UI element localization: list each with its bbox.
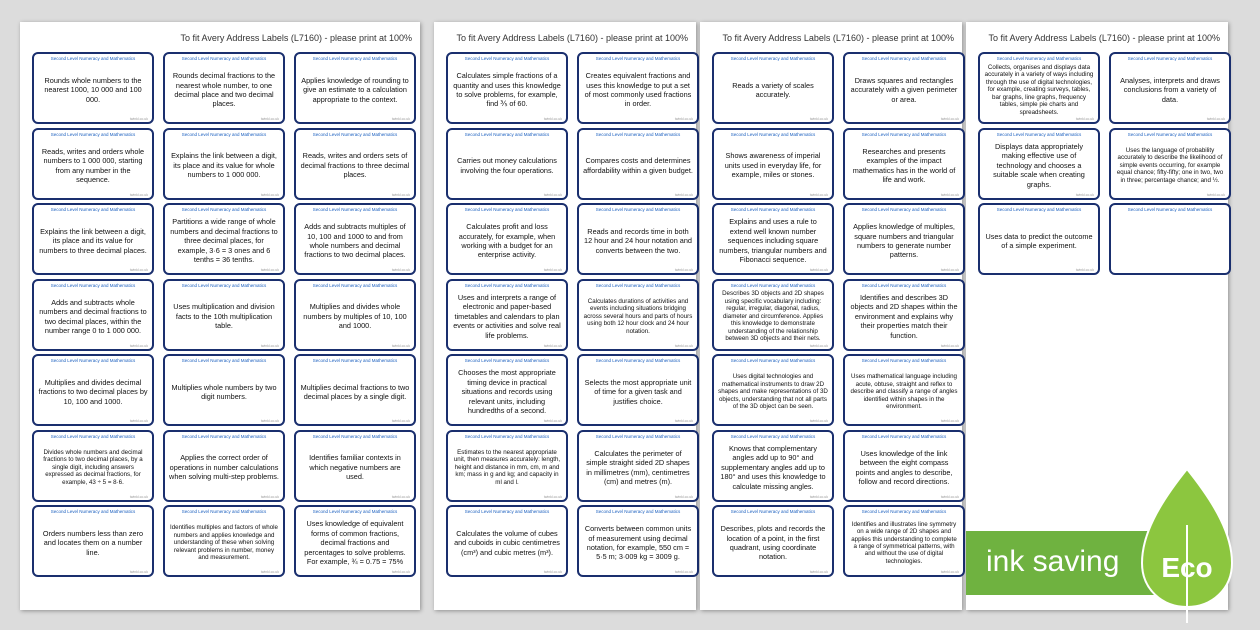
card-footer: twinkl.co.uk [543, 419, 562, 423]
card-curriculum-tag: Second Level Numeracy and Mathematics [50, 509, 136, 514]
label-card [446, 279, 568, 351]
page-header: To fit Avery Address Labels (L7160) - please print at 100% [988, 33, 1220, 43]
card-statement: Shows awareness of imperial units used in everyday life, for example, miles or stones. [724, 151, 822, 180]
label-card [712, 128, 834, 200]
label-card [32, 279, 154, 351]
label-card [712, 505, 834, 577]
card-statement: Identifies multiples and factors of whole numbers and applies knowledge and understanding of these when solving relevant problems in number, money and measurement. [170, 524, 278, 562]
card-statement: Adds and subtracts whole numbers and decimal fractions to two decimal places, within the number range 0 to 1 000 000. [39, 297, 147, 335]
card-statement: Applies knowledge of rounding to give an estimate to a calculation appropriate to the context. [301, 75, 409, 104]
card-footer: twinkl.co.uk [391, 192, 410, 197]
card-curriculum-tag: Second Level Numeracy and Mathematics [464, 509, 550, 514]
label-card [446, 430, 568, 502]
card-curriculum-tag: Second Level Numeracy and Mathematics [595, 433, 681, 439]
card-footer: twinkl.co.uk [543, 268, 562, 272]
label-card [577, 279, 699, 351]
card-footer: twinkl.co.uk [674, 494, 693, 499]
label-card [712, 203, 834, 275]
card-statement: Analyses, interprets and draws conclusions from a variety of data. [1120, 75, 1220, 104]
card-statement: Uses the language of probability accurately to describe the likelihood of simple events occurring, for example equal chance; fifty-fifty; one in two, two in three; percentage chance; and ½. [1116, 146, 1224, 184]
card-footer: twinkl.co.uk [1206, 192, 1225, 197]
card-curriculum-tag: Second Level Numeracy and Mathematics [50, 207, 136, 212]
card-statement: Explains and uses a rule to extend well known number sequences including square numbers, triangular numbers and Fibonacci sequence. [719, 217, 827, 265]
label-card [163, 430, 285, 502]
label-card [843, 203, 965, 275]
card-footer: twinkl.co.uk [260, 117, 279, 121]
label-card [978, 128, 1100, 200]
eco-leaf-icon [1138, 465, 1236, 625]
card-footer: twinkl.co.uk [391, 343, 410, 348]
label-card [294, 203, 416, 275]
card-curriculum-tag: Second Level Numeracy and Mathematics [861, 282, 947, 288]
ink-saving-label: ink saving [986, 545, 1120, 578]
card-curriculum-tag: Second Level Numeracy and Mathematics [181, 282, 267, 288]
card-curriculum-tag: Second Level Numeracy and Mathematics [996, 56, 1082, 61]
card-curriculum-tag: Second Level Numeracy and Mathematics [50, 358, 136, 363]
card-statement: Chooses the most appropriate timing device in practical situations and records using relevant units, including hundredths of a second. [458, 368, 556, 416]
card-curriculum-tag: Second Level Numeracy and Mathematics [464, 56, 550, 61]
card-curriculum-tag: Second Level Numeracy and Mathematics [181, 56, 267, 61]
label-card [163, 128, 285, 200]
label-card [712, 279, 834, 351]
worksheet-page-1 [20, 22, 420, 610]
label-card [294, 354, 416, 426]
card-curriculum-tag: Second Level Numeracy and Mathematics [595, 282, 681, 288]
card-curriculum-tag: Second Level Numeracy and Mathematics [50, 282, 136, 288]
eco-label: Eco [1161, 552, 1213, 583]
card-curriculum-tag: Second Level Numeracy and Mathematics [312, 433, 398, 439]
card-footer: twinkl.co.uk [260, 419, 279, 423]
label-card [843, 430, 965, 502]
label-card [577, 354, 699, 426]
card-statement: Uses mathematical language including acute, obtuse, straight and reflex to describe and classify a range of angles identified within shapes in the environment. [850, 373, 958, 411]
card-statement: Selects the most appropriate unit of time for a given task and justifies choice. [584, 377, 692, 406]
label-card [712, 354, 834, 426]
card-footer: twinkl.co.uk [809, 494, 828, 499]
card-curriculum-tag: Second Level Numeracy and Mathematics [312, 509, 398, 514]
card-footer: twinkl.co.uk [260, 343, 279, 348]
card-statement: Rounds decimal fractions to the nearest whole number, to one decimal place and two decimal places. [172, 71, 276, 109]
card-footer: twinkl.co.uk [1075, 268, 1094, 272]
card-footer: twinkl.co.uk [391, 494, 410, 499]
card-statement: Partitions a wide range of whole numbers and decimal fractions to three decimal places, for example, 3·6 = 3 ones and 6 tenths = 36 tenths. [170, 217, 278, 265]
card-footer: twinkl.co.uk [674, 268, 693, 272]
card-footer: twinkl.co.uk [543, 570, 562, 574]
label-card [1109, 52, 1231, 124]
card-curriculum-tag: Second Level Numeracy and Mathematics [730, 509, 816, 514]
card-curriculum-tag: Second Level Numeracy and Mathematics [730, 131, 816, 137]
card-footer: twinkl.co.uk [674, 117, 693, 121]
card-curriculum-tag: Second Level Numeracy and Mathematics [730, 282, 816, 288]
card-curriculum-tag: Second Level Numeracy and Mathematics [50, 56, 136, 61]
card-curriculum-tag: Second Level Numeracy and Mathematics [50, 131, 136, 137]
label-card [163, 505, 285, 577]
card-statement: Compares costs and determines affordability within a given budget. [583, 156, 693, 175]
card-footer: twinkl.co.uk [809, 570, 828, 574]
page-header: To fit Avery Address Labels (L7160) - please print at 100% [180, 33, 412, 43]
label-card [577, 505, 699, 577]
card-statement: Calculates durations of activities and events including situations bridging across several hours and parts of hours using both 12 hour clock and 24 hour notation. [583, 297, 693, 335]
card-statement: Multiplies and divides whole numbers by multiples of 10, 100 and 1000. [303, 302, 407, 331]
label-card [843, 354, 965, 426]
page-header: To fit Avery Address Labels (L7160) - please print at 100% [722, 33, 954, 43]
card-footer: twinkl.co.uk [391, 419, 410, 423]
card-footer: twinkl.co.uk [129, 419, 148, 423]
label-card [32, 128, 154, 200]
card-statement: Identifies and illustrates line symmetry on a wide range of 2D shapes and applies this understanding to complete a range of symmetrical patterns, with and without the use of digital technologies. [851, 520, 957, 565]
card-curriculum-tag: Second Level Numeracy and Mathematics [595, 56, 681, 61]
label-card [577, 203, 699, 275]
card-curriculum-tag: Second Level Numeracy and Mathematics [1127, 207, 1213, 212]
label-card [843, 52, 965, 124]
card-footer: twinkl.co.uk [674, 419, 693, 423]
card-statement: Identifies familiar contexts in which negative numbers are used. [309, 453, 401, 482]
label-card [1109, 203, 1231, 275]
card-curriculum-tag: Second Level Numeracy and Mathematics [996, 131, 1082, 137]
card-statement: Calculates the volume of cubes and cuboids in cubic centimetres (cm³) and cubic metres (m³). [454, 528, 560, 557]
card-statement: Multiplies decimal fractions to two decimal places by a single digit. [300, 382, 410, 401]
card-footer: twinkl.co.uk [391, 570, 410, 574]
label-card [163, 354, 285, 426]
card-statement: Displays data appropriately making effective use of technology and chooses a suitable scale when creating graphs. [993, 141, 1085, 189]
card-curriculum-tag: Second Level Numeracy and Mathematics [312, 358, 398, 363]
card-curriculum-tag: Second Level Numeracy and Mathematics [595, 509, 681, 514]
card-footer: twinkl.co.uk [129, 494, 148, 499]
card-footer: twinkl.co.uk [129, 343, 148, 348]
card-statement: Reads, writes and orders sets of decimal fractions to three decimal places. [300, 151, 410, 180]
card-statement: Uses knowledge of the link between the eight compass points and angles to describe, follow and record directions. [855, 448, 953, 486]
card-statement: Applies knowledge of multiples, square numbers and triangular numbers to generate number patterns. [853, 222, 955, 260]
card-curriculum-tag: Second Level Numeracy and Mathematics [464, 358, 550, 363]
card-footer: twinkl.co.uk [260, 494, 279, 499]
label-card [446, 203, 568, 275]
card-curriculum-tag: Second Level Numeracy and Mathematics [312, 56, 398, 61]
label-card [294, 279, 416, 351]
label-card [978, 52, 1100, 124]
card-statement: Multiplies and divides decimal fractions to two decimal places by 10, 100 and 1000. [38, 377, 148, 406]
card-statement: Reads and records time in both 12 hour and 24 hour notation and converts between the two. [584, 226, 692, 255]
label-card [32, 354, 154, 426]
card-footer: twinkl.co.uk [809, 192, 828, 197]
card-curriculum-tag: Second Level Numeracy and Mathematics [595, 207, 681, 212]
card-curriculum-tag: Second Level Numeracy and Mathematics [1127, 131, 1213, 137]
card-footer: twinkl.co.uk [391, 117, 410, 121]
label-card [294, 128, 416, 200]
card-footer: twinkl.co.uk [809, 268, 828, 272]
label-card [1109, 128, 1231, 200]
card-statement: Describes 3D objects and 2D shapes using specific vocabulary including: regular, irregular, diagonal, radius, diameter and circumference. Applies this knowledge to demonstrate understanding of the relationship between 3D objects and their nets. [722, 290, 824, 343]
card-curriculum-tag: Second Level Numeracy and Mathematics [312, 207, 398, 212]
card-curriculum-tag: Second Level Numeracy and Mathematics [181, 207, 267, 212]
card-curriculum-tag: Second Level Numeracy and Mathematics [312, 282, 398, 288]
card-footer: twinkl.co.uk [129, 268, 148, 272]
card-curriculum-tag: Second Level Numeracy and Mathematics [181, 131, 267, 137]
card-statement: Collects, organises and displays data accurately in a variety of ways including through the use of digital technologies, for example, creating surveys, tables, bar graphs, line graphs, frequency tables, simple pie charts and spreadsheets. [984, 63, 1094, 116]
card-statement: Identifies and describes 3D objects and 2D shapes within the environment and explains why their properties match their function. [850, 292, 958, 340]
card-footer: twinkl.co.uk [1075, 117, 1094, 121]
card-statement: Knows that complementary angles add up to 90° and supplementary angles add up to 180° and uses this knowledge to calculate missing angles. [720, 443, 826, 491]
card-curriculum-tag: Second Level Numeracy and Mathematics [861, 358, 947, 363]
card-footer: twinkl.co.uk [1206, 117, 1225, 121]
label-card [32, 505, 154, 577]
card-curriculum-tag: Second Level Numeracy and Mathematics [464, 433, 550, 439]
label-card [978, 203, 1100, 275]
card-curriculum-tag: Second Level Numeracy and Mathematics [464, 207, 550, 212]
card-statement: Researches and presents examples of the impact mathematics has in the world of life and work. [852, 146, 956, 184]
card-curriculum-tag: Second Level Numeracy and Mathematics [464, 131, 550, 137]
card-footer: twinkl.co.uk [543, 494, 562, 499]
card-statement: Explains the link between a digit, its place and its value for whole numbers to 1 000 000. [171, 151, 277, 180]
label-card [32, 52, 154, 124]
card-footer: twinkl.co.uk [129, 192, 148, 197]
card-footer: twinkl.co.uk [260, 192, 279, 197]
card-statement: Orders numbers less than zero and locates them on a number line. [42, 528, 144, 557]
card-footer: twinkl.co.uk [809, 343, 828, 348]
card-footer: twinkl.co.uk [809, 117, 828, 121]
worksheet-page-3 [700, 22, 962, 610]
card-curriculum-tag: Second Level Numeracy and Mathematics [861, 433, 947, 439]
page-header: To fit Avery Address Labels (L7160) - please print at 100% [456, 33, 688, 43]
card-statement: Multiplies whole numbers by two digit numbers. [171, 382, 277, 401]
card-footer: twinkl.co.uk [940, 419, 959, 423]
label-card [446, 128, 568, 200]
label-card [446, 505, 568, 577]
card-statement: Calculates simple fractions of a quantity and uses this knowledge to solve problems, for example, find ⅗ of 60. [453, 71, 561, 109]
card-curriculum-tag: Second Level Numeracy and Mathematics [181, 433, 267, 439]
card-footer: twinkl.co.uk [543, 117, 562, 121]
card-footer: twinkl.co.uk [391, 268, 410, 272]
card-curriculum-tag: Second Level Numeracy and Mathematics [595, 131, 681, 137]
card-curriculum-tag: Second Level Numeracy and Mathematics [1127, 56, 1213, 61]
card-curriculum-tag: Second Level Numeracy and Mathematics [861, 207, 947, 212]
card-curriculum-tag: Second Level Numeracy and Mathematics [181, 509, 267, 514]
card-curriculum-tag: Second Level Numeracy and Mathematics [595, 358, 681, 363]
card-footer: twinkl.co.uk [260, 268, 279, 272]
card-footer: twinkl.co.uk [129, 570, 148, 574]
card-footer: twinkl.co.uk [129, 117, 148, 121]
card-curriculum-tag: Second Level Numeracy and Mathematics [181, 358, 267, 363]
card-curriculum-tag: Second Level Numeracy and Mathematics [464, 282, 550, 288]
label-card [712, 430, 834, 502]
label-card [843, 128, 965, 200]
card-statement: Uses and interprets a range of electronic and paper-based timetables and calendars to plan events or activities and solve real life problems. [453, 292, 561, 340]
card-footer: twinkl.co.uk [543, 343, 562, 348]
label-card [446, 354, 568, 426]
card-statement: Uses digital technologies and mathematical instruments to draw 2D shapes and make representations of 3D objects, understanding that not all parts of the 3D object can be seen. [718, 373, 828, 411]
card-footer: twinkl.co.uk [940, 117, 959, 121]
label-card [712, 52, 834, 124]
card-statement: Rounds whole numbers to the nearest 1000, 10 000 and 100 000. [44, 75, 142, 104]
card-statement: Estimates to the nearest appropriate unit, then measures accurately: length, height and distance in mm, cm, m and km; mass in g and kg; and capacity in ml and l. [453, 448, 561, 486]
card-curriculum-tag: Second Level Numeracy and Mathematics [730, 207, 816, 212]
label-card [163, 279, 285, 351]
card-curriculum-tag: Second Level Numeracy and Mathematics [861, 509, 947, 514]
card-curriculum-tag: Second Level Numeracy and Mathematics [50, 433, 136, 439]
card-footer: twinkl.co.uk [674, 192, 693, 197]
worksheet-page-2 [434, 22, 696, 610]
card-statement: Calculates profit and loss accurately, for example, when working with a budget for an enterprise activity. [458, 222, 556, 260]
card-curriculum-tag: Second Level Numeracy and Mathematics [730, 358, 816, 363]
card-footer: twinkl.co.uk [940, 343, 959, 348]
card-statement: Explains the link between a digit, its place and its value for numbers to three decimal places. [39, 226, 147, 255]
card-statement: Carries out money calculations involving the four operations. [457, 156, 557, 175]
card-footer: twinkl.co.uk [940, 494, 959, 499]
card-statement: Draws squares and rectangles accurately with a given perimeter or area. [850, 75, 958, 104]
label-card [843, 279, 965, 351]
card-statement: Calculates the perimeter of simple straight sided 2D shapes in millimetres (mm), centimetres (cm) and metres (m). [586, 448, 690, 486]
label-card [163, 52, 285, 124]
label-card [577, 128, 699, 200]
label-card [32, 430, 154, 502]
card-statement: Uses data to predict the outcome of a simple experiment. [985, 231, 1093, 250]
card-statement: Uses multiplication and division facts to the 10th multiplication table. [173, 302, 275, 331]
card-curriculum-tag: Second Level Numeracy and Mathematics [996, 207, 1082, 212]
card-statement: Adds and subtracts multiples of 10, 100 and 1000 to and from whole numbers and decimal fractions to two decimal places. [304, 222, 406, 260]
label-card [294, 52, 416, 124]
card-curriculum-tag: Second Level Numeracy and Mathematics [730, 433, 816, 439]
label-card [843, 505, 965, 577]
card-curriculum-tag: Second Level Numeracy and Mathematics [730, 56, 816, 61]
card-footer: twinkl.co.uk [809, 419, 828, 423]
card-footer: twinkl.co.uk [674, 343, 693, 348]
label-card [294, 430, 416, 502]
card-statement: Divides whole numbers and decimal fractions to two decimal places, by a single digit, including answers expressed as decimal fractions, for example, 43 ÷ 5 = 8·6. [43, 448, 143, 486]
label-card [577, 52, 699, 124]
label-card [163, 203, 285, 275]
card-curriculum-tag: Second Level Numeracy and Mathematics [861, 56, 947, 61]
card-statement: Uses knowledge of equivalent forms of common fractions, decimal fractions and percentages to solve problems. For example, ¾ = 0.75 = 75% [304, 519, 406, 567]
card-statement: Describes, plots and records the location of a point, in the first quadrant, using coordinate notation. [720, 524, 826, 562]
card-curriculum-tag: Second Level Numeracy and Mathematics [861, 131, 947, 137]
card-footer: twinkl.co.uk [260, 570, 279, 574]
card-footer: twinkl.co.uk [1075, 192, 1094, 197]
card-statement: Creates equivalent fractions and uses this knowledge to put a set of most commonly used fractions in order. [584, 71, 692, 109]
card-statement: Reads, writes and orders whole numbers to 1 000 000, starting from any number in the sequence. [41, 146, 145, 184]
card-footer: twinkl.co.uk [543, 192, 562, 197]
card-statement: Applies the correct order of operations in number calculations when solving multi-step problems. [169, 453, 279, 482]
card-statement: Reads a variety of scales accurately. [732, 80, 814, 99]
label-card [446, 52, 568, 124]
card-footer: twinkl.co.uk [940, 268, 959, 272]
card-footer: twinkl.co.uk [674, 570, 693, 574]
card-statement: Converts between common units of measurement using decimal notation, for example, 550 cm = 5·5 m; 3·009 kg = 3009 g. [584, 524, 692, 562]
card-curriculum-tag: Second Level Numeracy and Mathematics [312, 131, 398, 137]
card-footer: twinkl.co.uk [940, 570, 959, 574]
card-footer: twinkl.co.uk [940, 192, 959, 197]
label-card [32, 203, 154, 275]
label-card [577, 430, 699, 502]
label-card [294, 505, 416, 577]
